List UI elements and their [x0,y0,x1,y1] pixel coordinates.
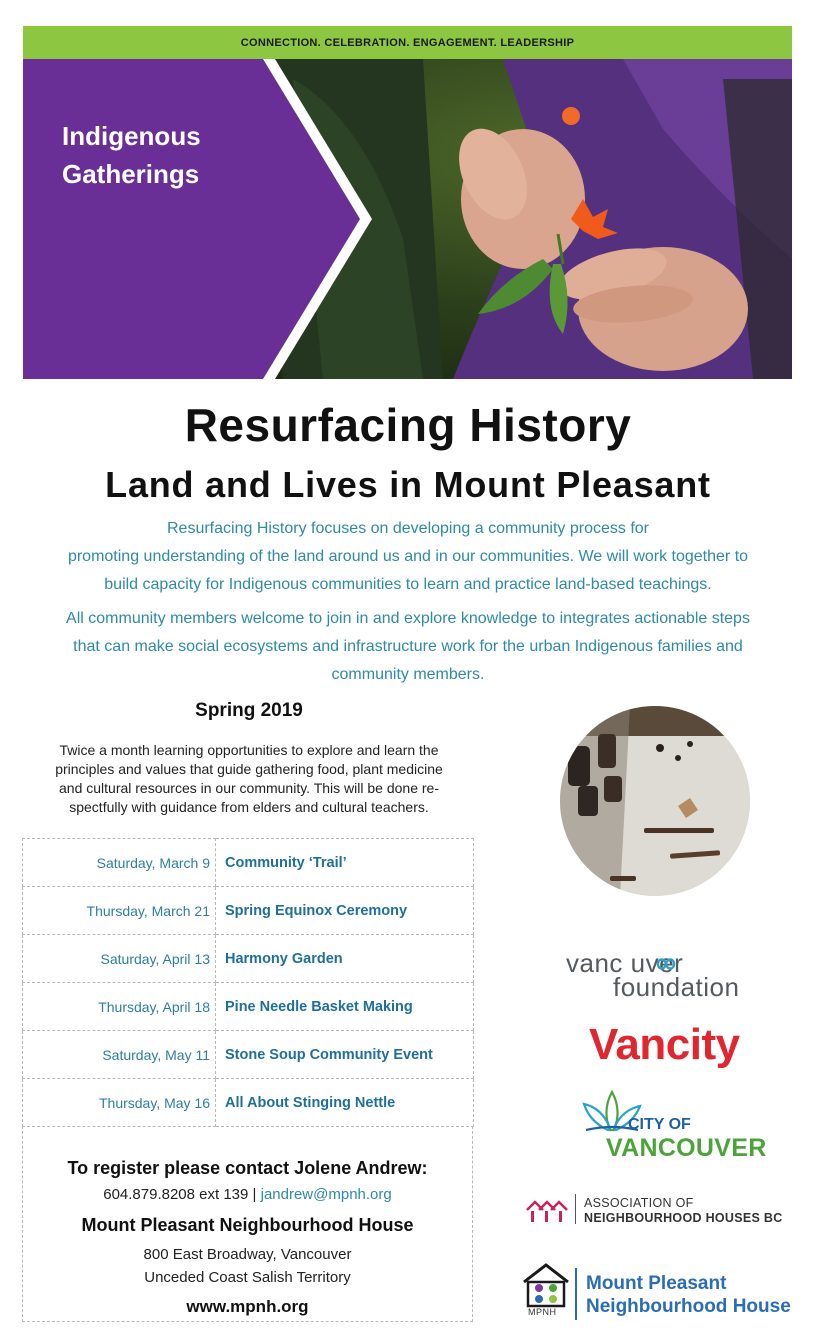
intro-p1-line1: Resurfacing History focuses on developing a community process for [167,520,649,537]
table-row [23,1031,474,1079]
anh-line2: NEIGHBOURHOOD HOUSES BC [584,1211,783,1225]
address-line2: Unceded Coast Salish Territory [144,1269,351,1286]
intro-p2-line2: that can make social ecosystems and infrastructure work for the urban Indigenous families and [73,638,743,655]
vancouver-foundation-logo-line2: foundation [613,972,740,1002]
city-of-vancouver-line1: CITY OF [628,1116,691,1133]
season-desc-line4: spectfully with guidance from elders and cultural teachers. [69,799,429,815]
event-date: Saturday, May 11 [23,1031,216,1079]
event-name: All About Stinging Nettle [216,1079,474,1127]
hero-label-line1: Indigenous [62,121,201,151]
table-row [23,839,474,887]
mpnh-icon-label: MPNH [528,1307,557,1317]
mpnh-divider [575,1268,577,1320]
contact-heading: To register please contact Jolene Andrew: [67,1158,428,1178]
organization-name: Mount Pleasant Neighbourhood House [81,1215,414,1235]
season-desc-line2: principles and values that guide gathering food, plant medicine [55,761,443,777]
table-row [23,983,474,1031]
hero-label [62,117,201,193]
intro-p1-line2: promoting understanding of the land around us and in our communities. We will work together to [67,548,749,565]
mpnh-house-icon [520,1262,572,1308]
season-heading: Spring 2019 [195,700,303,721]
circle-photo [560,706,750,896]
organization-address [22,1243,473,1289]
table-photo-image [560,706,750,896]
season-description [26,741,472,817]
season-desc-line3: and cultural resources in our community. This will be done re- [59,780,439,796]
event-name: Pine Needle Basket Making [216,983,474,1031]
anh-line1: ASSOCIATION OF [584,1196,694,1210]
event-date: Saturday, March 9 [23,839,216,887]
intro-paragraph-1 [30,515,786,599]
mpnh-line1: Mount Pleasant [586,1273,727,1294]
vancity-logo: Vancity [589,1020,740,1069]
season-desc-line1: Twice a month learning opportunities to explore and learn the [59,742,439,758]
intro-paragraph-2 [30,605,786,689]
hero-banner [23,59,792,379]
contact-phone: 604.879.8208 ext 139 | [103,1186,261,1203]
intro-p1-line3: build capacity for Indigenous communities to learn and practice land-based teachings. [104,576,712,593]
table-row [23,935,474,983]
event-date: Thursday, May 16 [23,1079,216,1127]
intro-p2-line3: community members. [331,666,485,683]
table-row [23,1079,474,1127]
anh-divider [575,1194,576,1224]
hero-label-line2: Gatherings [62,159,200,189]
tagline-bar [23,26,792,59]
event-date: Thursday, March 21 [23,887,216,935]
website-link[interactable]: www.mpnh.org [186,1297,309,1316]
mpnh-line2: Neighbourhood House [586,1296,791,1317]
event-date: Thursday, April 18 [23,983,216,1031]
schedule-table [22,838,474,1127]
city-of-vancouver-line2: VANCOUVER [606,1134,767,1162]
page-title: Resurfacing History [184,399,632,451]
table-row [23,887,474,935]
tagline-text: CONNECTION. CELEBRATION. ENGAGEMENT. LEADERSHIP [240,36,575,49]
vancouver-foundation-logo-line1: vanc uver [566,948,684,978]
contact-email-link[interactable]: jandrew@mpnh.org [260,1186,392,1203]
event-date: Saturday, April 13 [23,935,216,983]
event-name: Harmony Garden [216,935,474,983]
event-name: Stone Soup Community Event [216,1031,474,1079]
contact-phone-line [22,1186,473,1203]
page-subtitle: Land and Lives in Mount Pleasant [105,464,711,505]
event-name: Spring Equinox Ceremony [216,887,474,935]
intro-text [30,515,786,695]
neighbourhood-houses-icon [525,1198,569,1224]
infinity-icon [650,956,682,972]
address-line1: 800 East Broadway, Vancouver [143,1246,352,1263]
intro-p2-line1: All community members welcome to join in and explore knowledge to integrates actionable steps [66,610,750,627]
event-name: Community ‘Trail’ [216,839,474,887]
hero-photo [23,59,792,379]
